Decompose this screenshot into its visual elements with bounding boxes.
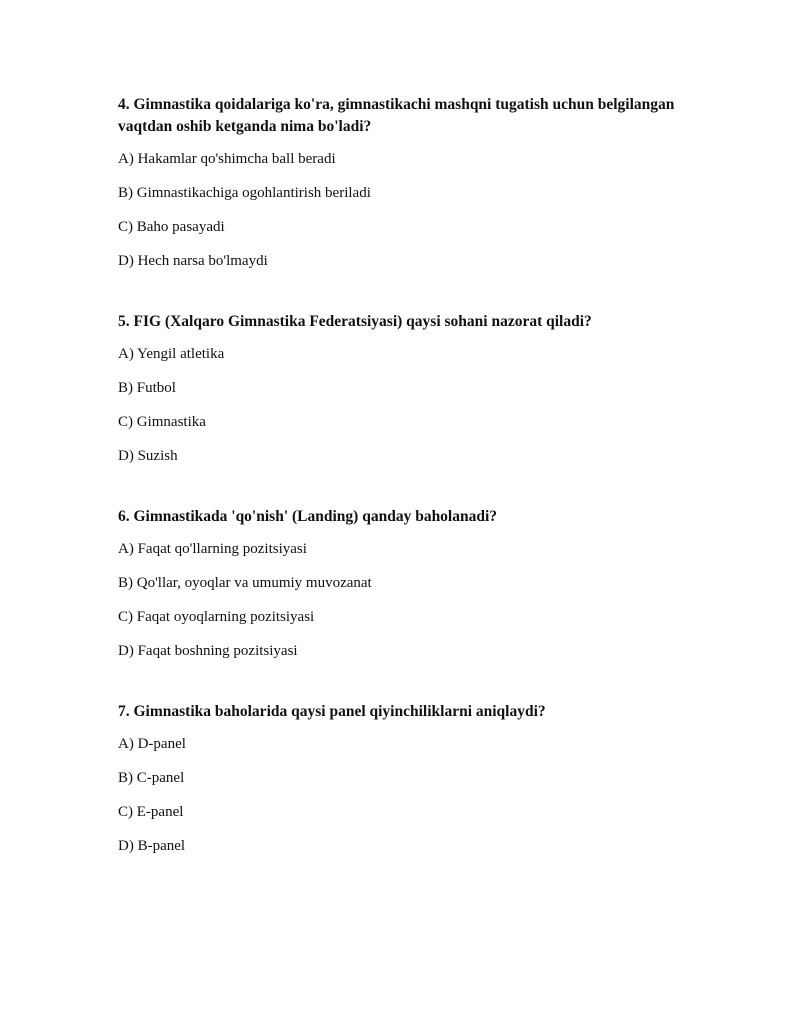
question-5 [118, 311, 718, 466]
question-4 [118, 94, 718, 271]
option-b: B) Gimnastikachiga ogohlantirish beriladi [118, 185, 371, 201]
option-d: D) B-panel [118, 838, 186, 854]
question-text: 4. Gimnastika qoidalariga ko'ra, gimnastikachi mashqni tugatish uchun belgilangan vaqtdan oshib ketganda nima bo'ladi? [118, 96, 675, 135]
question-text: 6. Gimnastikada 'qo'nish' (Landing) qanday baholanadi? [118, 508, 498, 525]
option-a: A) D-panel [118, 736, 186, 752]
option-c: C) Baho pasayadi [118, 219, 225, 235]
question-text: 7. Gimnastika baholarida qaysi panel qiyinchiliklarni aniqlaydi? [118, 703, 546, 720]
option-c: C) Faqat oyoqlarning pozitsiyasi [118, 609, 315, 625]
option-a: A) Yengil atletika [118, 346, 225, 362]
option-c: C) E-panel [118, 804, 184, 820]
option-c: C) Gimnastika [118, 414, 206, 430]
option-d: D) Suzish [118, 448, 178, 464]
option-a: A) Faqat qo'llarning pozitsiyasi [118, 541, 307, 557]
question-text: 5. FIG (Xalqaro Gimnastika Federatsiyasi) qaysi sohani nazorat qiladi? [118, 313, 592, 330]
option-d: D) Hech narsa bo'lmaydi [118, 253, 268, 269]
option-b: B) Qo'llar, oyoqlar va umumiy muvozanat [118, 575, 372, 591]
option-b: B) C-panel [118, 770, 185, 786]
question-7 [118, 701, 718, 856]
option-a: A) Hakamlar qo'shimcha ball beradi [118, 151, 336, 167]
option-d: D) Faqat boshning pozitsiyasi [118, 643, 298, 659]
option-b: B) Futbol [118, 380, 176, 396]
document-page [118, 94, 718, 896]
question-6 [118, 506, 718, 661]
